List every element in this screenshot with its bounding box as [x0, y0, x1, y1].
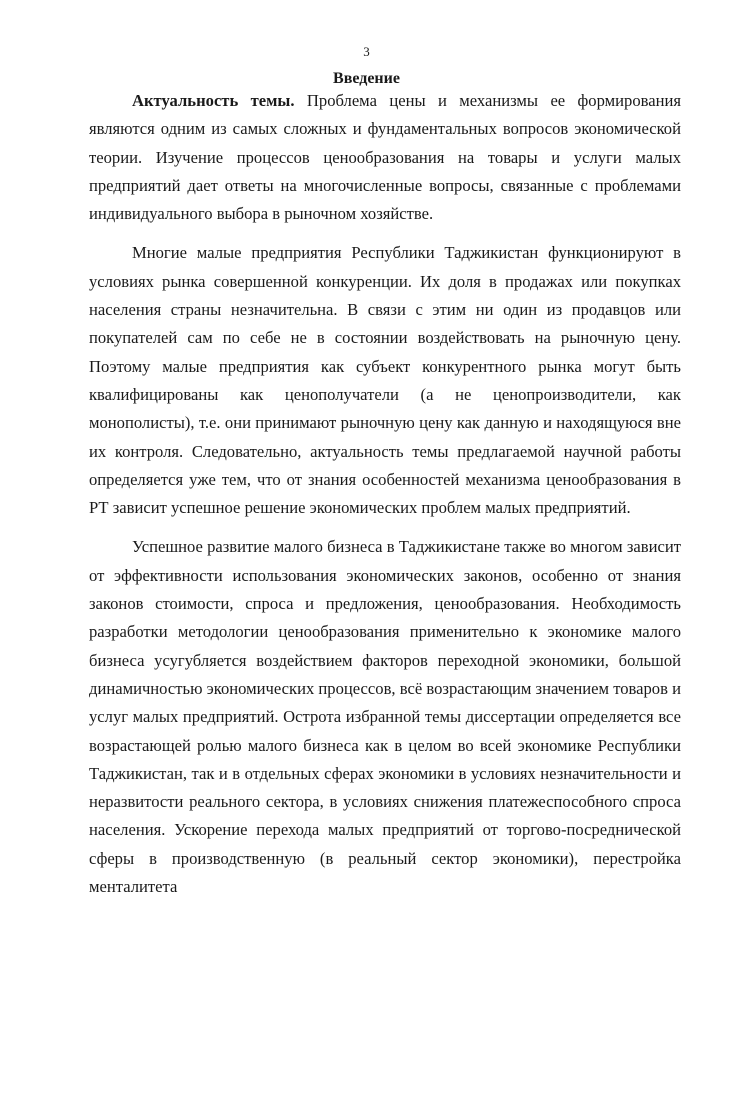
paragraph-small-enterprises: Многие малые предприятия Республики Таджикистан функционируют в условиях рынка совершенной конкуренции. Их доля в продажах или покупках населения страны незначительна. В связи с этим ни один из продавцов или покупателей сам по себе не в состоянии воздействовать на рыночную цену. Поэтому малые предприятия как субъект конкурентного рынка могут быть квалифицированы как ценополучатели (а не ценопроизводители, как монополисты), т.е. они принимают рыночную цену как данную и находящуюся вне их контроля. Следовательно, актуальность темы предлагаемой научной работы определяется уже тем, что от знания особенностей механизма ценообразования в РТ зависит успешное решение экономических проблем малых предприятий. — [89, 243, 681, 518]
section-heading: Введение — [333, 70, 400, 87]
paragraph-text: Проблема цены и механизмы ее формирования являются одним из самых сложных и фундаментальных вопросов экономической теории. Изучение процессов ценообразования на товары и услуги малых предприятий дает ответы на многочисленные вопросы, связанные с проблемами индивидуального выбора в рыночном хозяйстве. — [89, 91, 681, 224]
paragraph-business-development: Успешное развитие малого бизнеса в Таджикистане также во многом зависит от эффективности использования экономических законов, особенно от знания законов стоимости, спроса и предложения, ценообразования. Необходимость разработки методологии ценообразования применительно к экономике малого бизнеса усугубляется воздействием факторов переходной экономики, большой динамичностью экономических процессов, всё возрастающим значением товаров и услуг малых предприятий. Острота избранной темы диссертации определяется все возрастающей ролью малого бизнеса как в целом во всей экономике Республики Таджикистан, так и в отдельных сферах экономики в условиях незначительности и неразвитости реального сектора, в условиях снижения платежеспособного спроса населения. Ускорение перехода малых предприятий от торгово-посреднической сферы в производственную (в реальный сектор экономики), перестройка менталитета — [89, 537, 681, 897]
page-number: 3 — [363, 44, 370, 59]
paragraph-lead: Актуальность темы. — [132, 91, 295, 110]
paragraph-relevance — [89, 87, 681, 228]
document-body — [89, 87, 681, 901]
